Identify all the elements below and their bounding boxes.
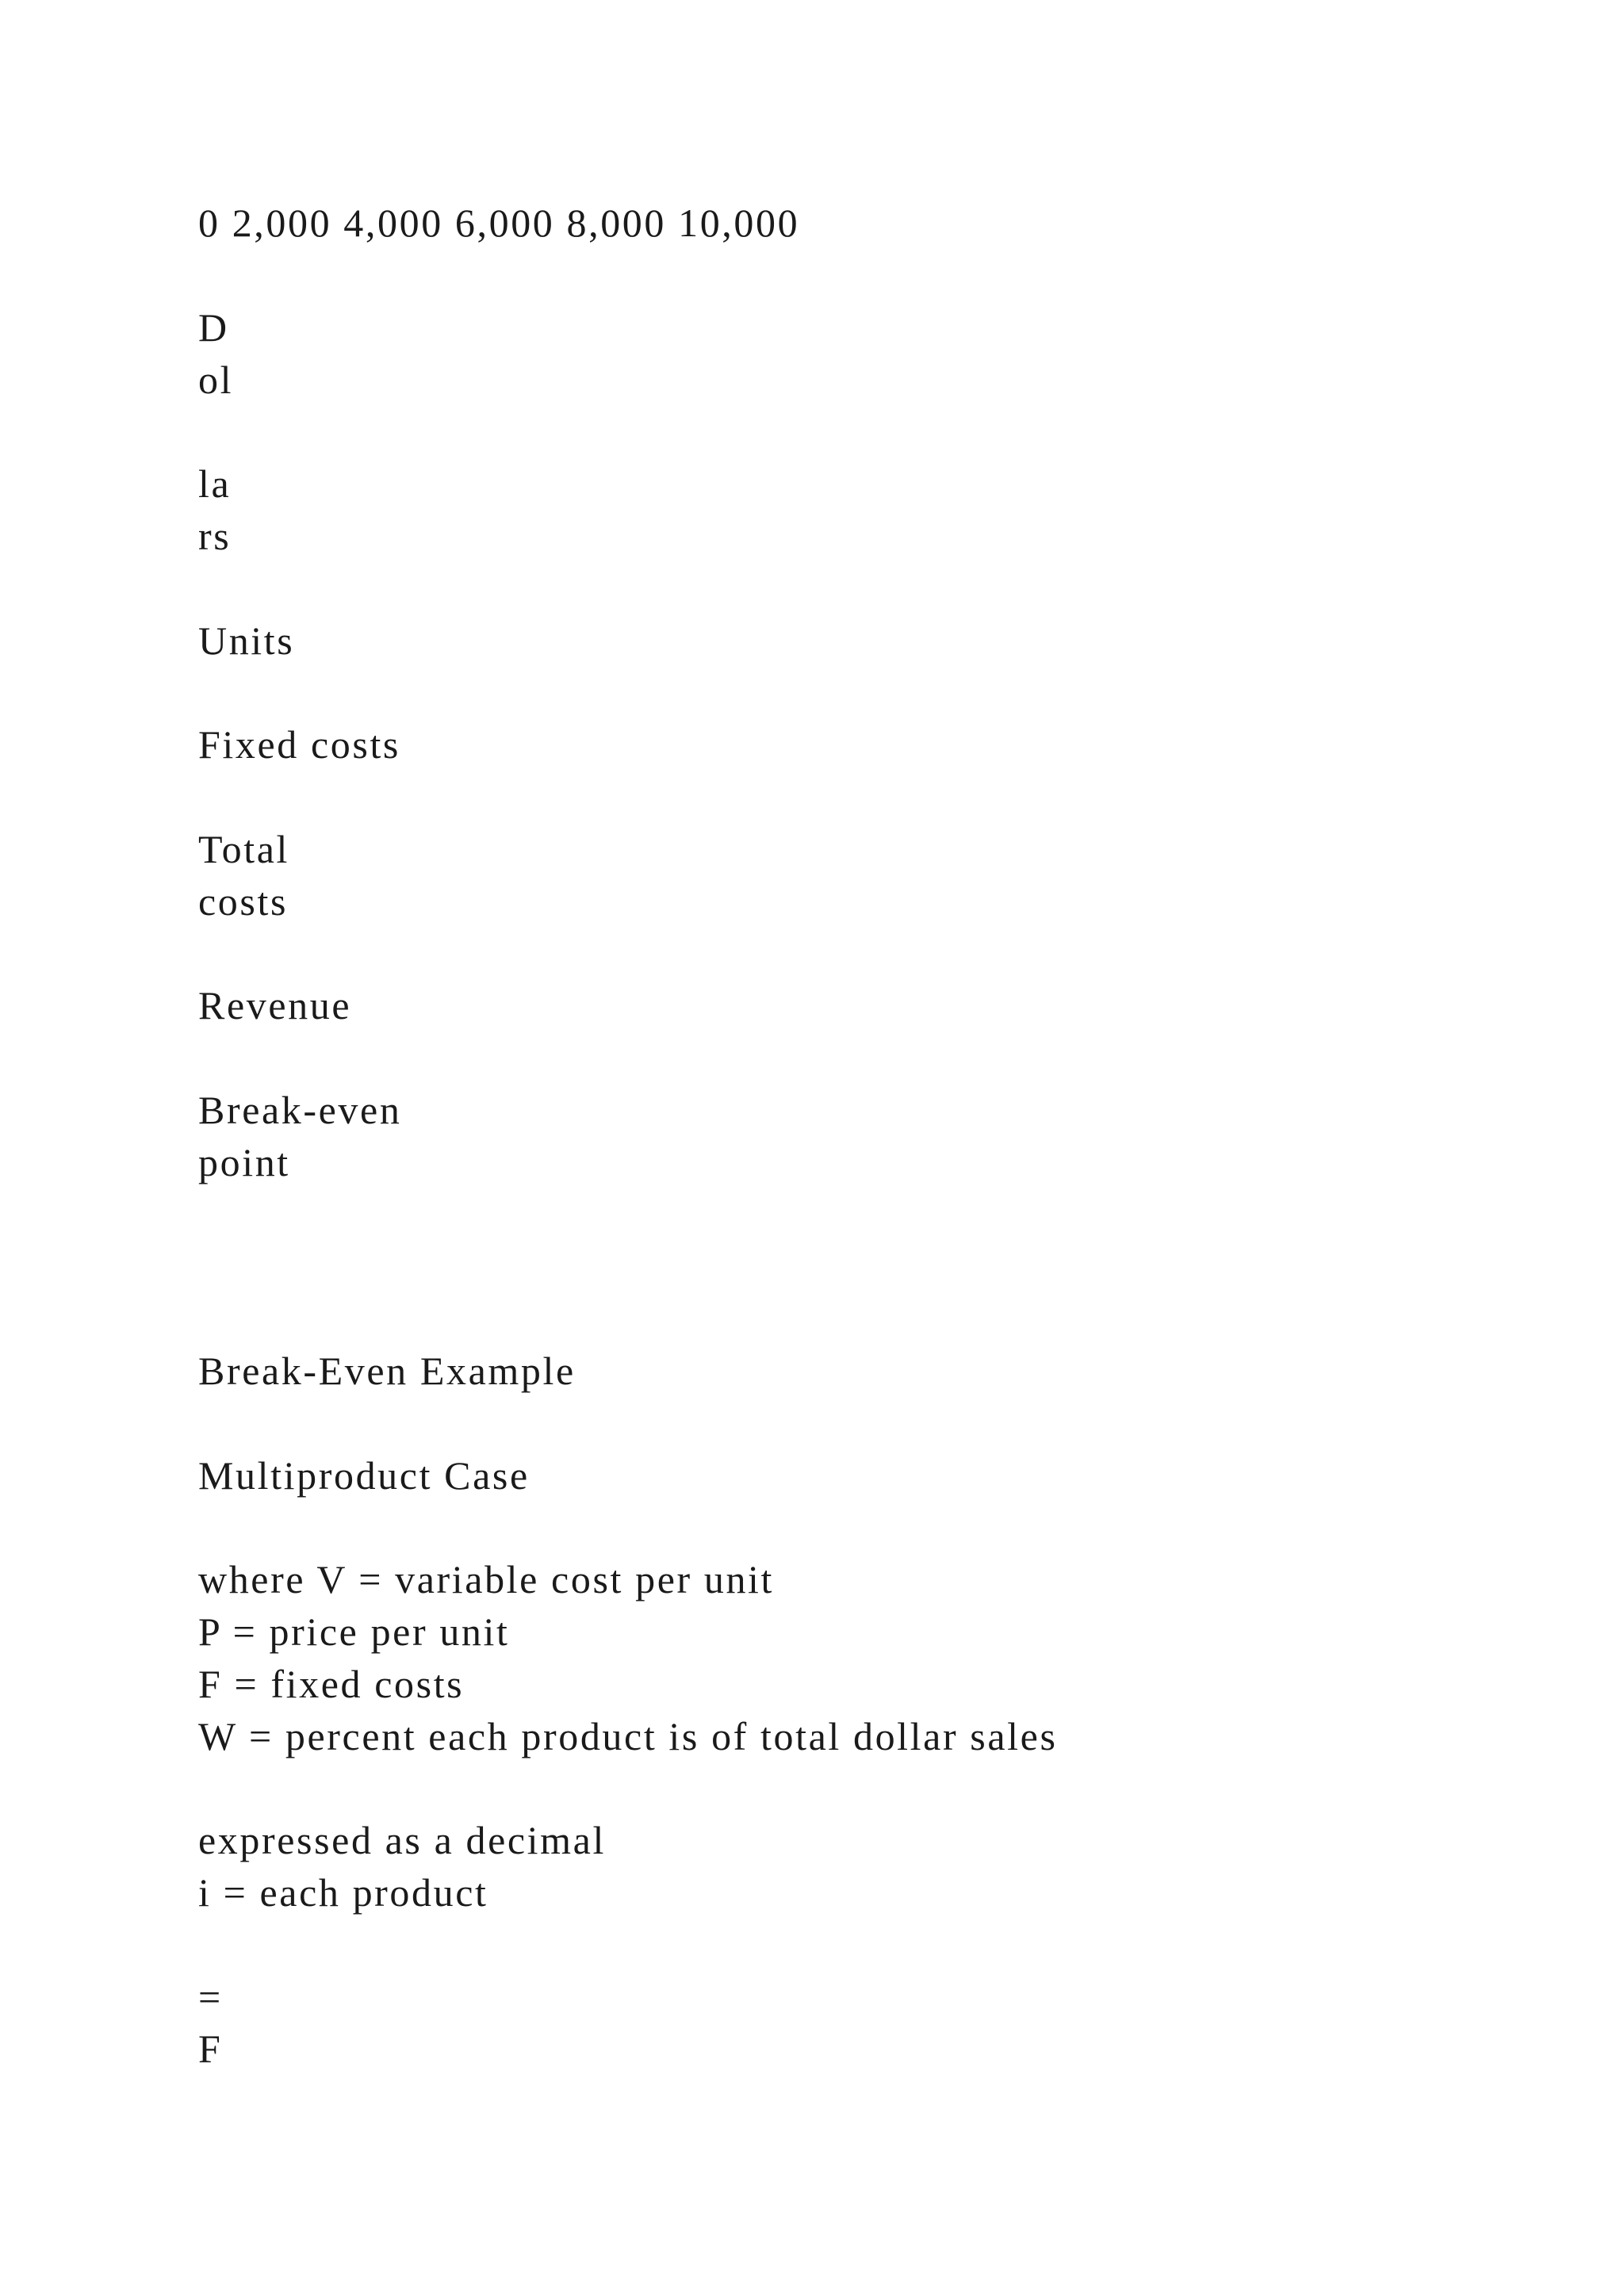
break-even-label-line1: Break-even xyxy=(198,1088,402,1132)
definition-line: P = price per unit xyxy=(198,1609,510,1654)
definition-line: where V = variable cost per unit xyxy=(198,1557,775,1601)
definition-line: expressed as a decimal xyxy=(198,1818,606,1862)
formula-variable: F xyxy=(198,2026,223,2071)
definition-line: i = each product xyxy=(198,1870,488,1915)
axis-label-fragment: D xyxy=(198,305,229,350)
total-costs-label-line1: Total xyxy=(198,827,290,871)
formula-equals: = xyxy=(198,1975,223,2019)
total-costs-label-line2: costs xyxy=(198,879,288,924)
definition-line: F = fixed costs xyxy=(198,1662,465,1706)
fixed-costs-label: Fixed costs xyxy=(198,722,400,767)
section-subheading: Multiproduct Case xyxy=(198,1453,530,1498)
revenue-label: Revenue xyxy=(198,983,352,1027)
break-even-label-line2: point xyxy=(198,1140,290,1184)
axis-label-fragment: ol xyxy=(198,358,234,402)
axis-label-fragment: la xyxy=(198,461,232,506)
units-label: Units xyxy=(198,618,295,663)
section-heading: Break-Even Example xyxy=(198,1349,576,1393)
definition-line: W = percent each product is of total dollar sales xyxy=(198,1714,1058,1758)
axis-label-fragment: rs xyxy=(198,514,232,558)
axis-tick-values: 0 2,000 4,000 6,000 8,000 10,000 xyxy=(198,201,800,245)
